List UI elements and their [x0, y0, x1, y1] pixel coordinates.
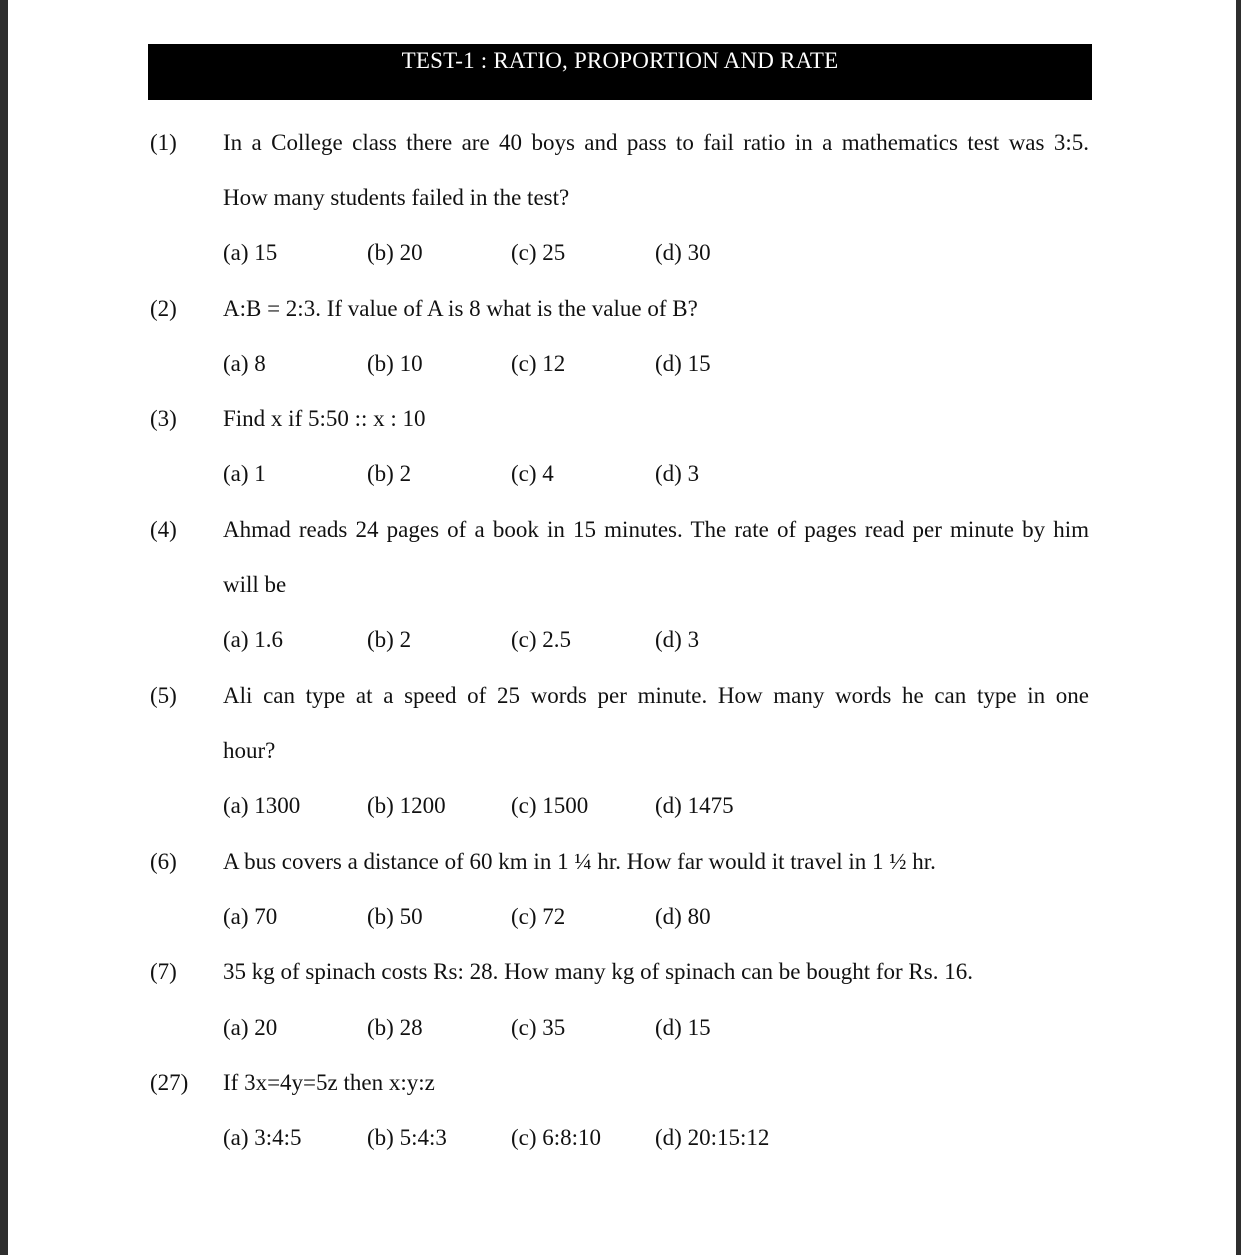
question-text-line: Find x if 5:50 :: x : 10 — [223, 406, 426, 431]
question-number: (7) — [150, 959, 177, 984]
test-title-banner — [148, 44, 1092, 100]
left-page-edge — [0, 0, 8, 1255]
question-text-line: How many students failed in the test? — [223, 185, 570, 210]
question-number: (27) — [150, 1070, 189, 1095]
option-b: (b) 50 — [367, 904, 423, 929]
question-text-line: If 3x=4y=5z then x:y:z — [223, 1070, 435, 1095]
option-c: (c) 1500 — [511, 793, 589, 818]
right-page-edge — [1236, 0, 1241, 1255]
option-a: (a) 3:4:5 — [223, 1125, 302, 1150]
test-title: TEST-1 : RATIO, PROPORTION AND RATE — [401, 48, 839, 73]
option-d: (d) 30 — [655, 240, 711, 265]
question-text-line: Ahmad reads 24 pages of a book in 15 minutes. The rate of pages read per minute by him — [223, 517, 1089, 542]
option-d: (d) 3 — [655, 461, 700, 486]
question-number: (1) — [150, 130, 177, 155]
option-a: (a) 70 — [223, 904, 278, 929]
option-a: (a) 1300 — [223, 793, 301, 818]
question-text-line: A:B = 2:3. If value of A is 8 what is the value of B? — [223, 296, 698, 321]
option-a: (a) 8 — [223, 351, 266, 376]
option-c: (c) 25 — [511, 240, 566, 265]
option-d: (d) 20:15:12 — [655, 1125, 770, 1150]
question-text-line: 35 kg of spinach costs Rs: 28. How many kg of spinach can be bought for Rs. 16. — [223, 959, 973, 984]
option-c: (c) 4 — [511, 461, 554, 486]
option-b: (b) 20 — [367, 240, 423, 265]
option-d: (d) 80 — [655, 904, 711, 929]
question-text-line: hour? — [223, 738, 276, 763]
question-text-line: In a College class there are 40 boys and pass to fail ratio in a mathematics test was 3:5. — [223, 130, 1089, 155]
option-b: (b) 28 — [367, 1015, 423, 1040]
option-c: (c) 12 — [511, 351, 566, 376]
option-d: (d) 15 — [655, 1015, 711, 1040]
question-text-line: A bus covers a distance of 60 km in 1 ¼ hr. How far would it travel in 1 ½ hr. — [223, 849, 936, 874]
option-c: (c) 6:8:10 — [511, 1125, 602, 1150]
option-d: (d) 1475 — [655, 793, 734, 818]
option-c: (c) 72 — [511, 904, 566, 929]
option-c: (c) 2.5 — [511, 627, 572, 652]
option-d: (d) 15 — [655, 351, 711, 376]
question-number: (2) — [150, 296, 177, 321]
option-b: (b) 10 — [367, 351, 423, 376]
option-c: (c) 35 — [511, 1015, 566, 1040]
option-b: (b) 5:4:3 — [367, 1125, 447, 1150]
option-a: (a) 15 — [223, 240, 278, 265]
question-number: (6) — [150, 849, 177, 874]
option-a: (a) 1.6 — [223, 627, 284, 652]
option-a: (a) 1 — [223, 461, 266, 486]
question-text-line: will be — [223, 572, 287, 597]
question-number: (5) — [150, 683, 177, 708]
question-text-line: Ali can type at a speed of 25 words per minute. How many words he can type in one — [223, 683, 1089, 708]
question-number: (3) — [150, 406, 177, 431]
option-b: (b) 2 — [367, 627, 412, 652]
option-b: (b) 1200 — [367, 793, 446, 818]
option-a: (a) 20 — [223, 1015, 278, 1040]
option-d: (d) 3 — [655, 627, 700, 652]
option-b: (b) 2 — [367, 461, 412, 486]
question-number: (4) — [150, 517, 177, 542]
